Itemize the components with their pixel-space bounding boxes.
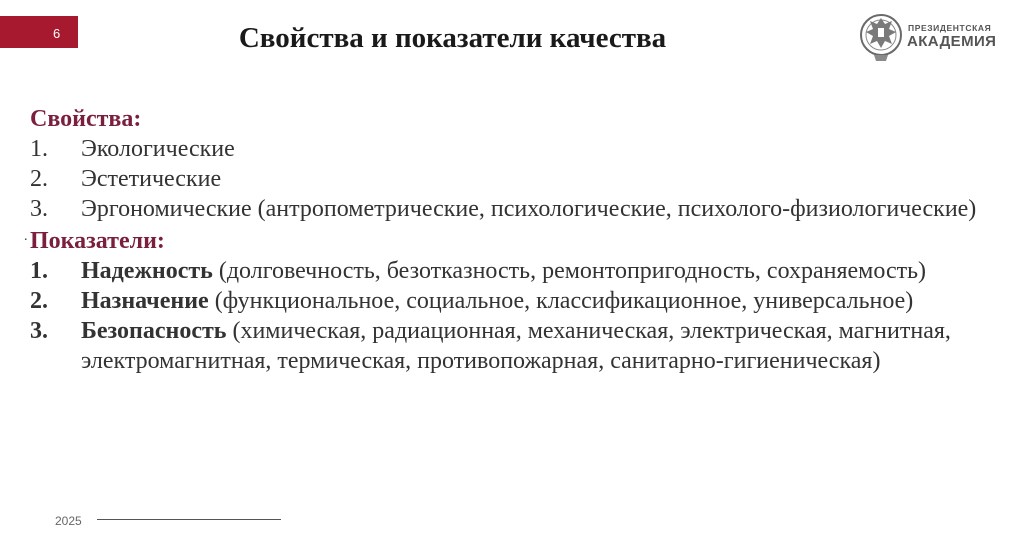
indicators-heading: Показатели: xyxy=(30,228,165,254)
list-number: 2. xyxy=(30,288,48,314)
list-item xyxy=(30,316,1000,376)
footer-year: 2025 xyxy=(55,514,82,528)
logo-text-line2: АКАДЕМИЯ xyxy=(907,33,997,50)
list-item xyxy=(30,164,1000,194)
footer-divider xyxy=(97,519,281,520)
eagle-emblem-icon xyxy=(858,8,904,64)
term-reliability: Надежность xyxy=(81,258,213,284)
stray-dot: . xyxy=(24,229,28,244)
list-text: Эстетические xyxy=(81,166,222,192)
slide-number: 6 xyxy=(53,26,61,41)
slide-title: Свойства и показатели качества xyxy=(238,22,667,54)
list-number: 1. xyxy=(30,258,48,284)
list-number: 2. xyxy=(30,166,48,192)
list-text xyxy=(81,286,1000,316)
logo-text-line1: ПРЕЗИДЕНТСКАЯ xyxy=(908,23,992,33)
term-description: (функциональное, социальное, классификационное, универсальное) xyxy=(208,288,914,314)
slide-content xyxy=(30,104,1000,376)
list-item xyxy=(30,134,1000,164)
list-item xyxy=(30,286,1000,316)
academy-logo xyxy=(858,8,998,64)
list-number: 3. xyxy=(30,196,48,222)
list-text xyxy=(81,316,1000,376)
properties-heading: Свойства: xyxy=(30,106,142,132)
list-item xyxy=(30,194,1000,224)
list-text xyxy=(81,256,1000,286)
list-text: Эргономические (антропометрические, психологические, психолого-физиологические) xyxy=(81,196,977,222)
term-description: (долговечность, безотказность, ремонтопригодность, сохраняемость) xyxy=(212,258,927,284)
term-purpose: Назначение xyxy=(81,288,209,314)
list-text: Экологические xyxy=(81,136,235,162)
term-safety: Безопасность xyxy=(81,318,227,344)
term-description: (химическая, радиационная, механическая, электрическая, магнитная, электромагнитная, термическая, противопожарная, санитарно-гигиеническая) xyxy=(81,318,951,374)
list-number: 1. xyxy=(30,136,48,162)
list-number: 3. xyxy=(30,318,48,344)
list-item xyxy=(30,256,1000,286)
